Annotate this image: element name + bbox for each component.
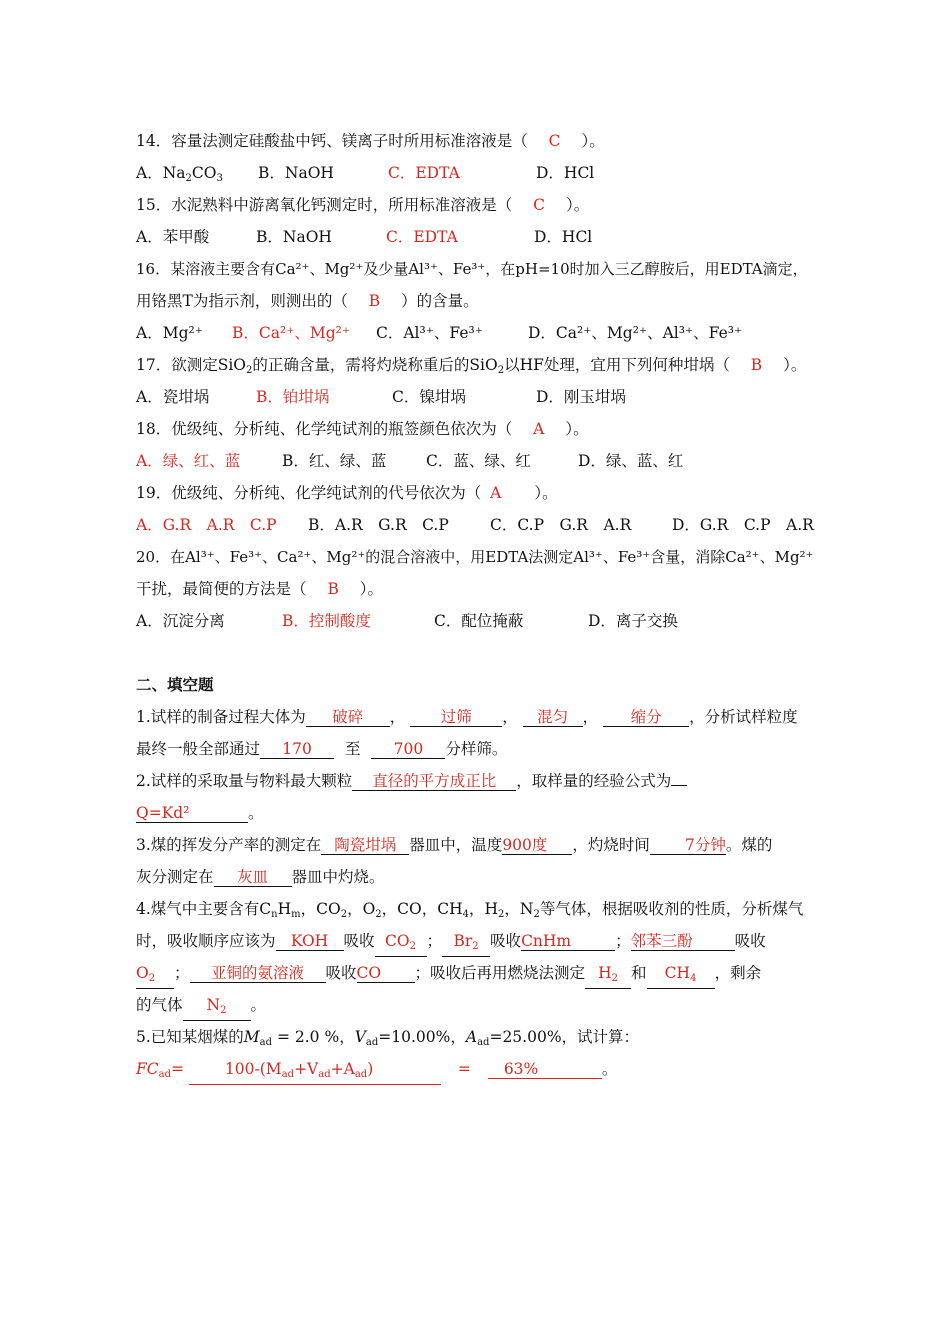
- fill-1-blank-2: 过筛: [440, 708, 472, 726]
- q16-opt-b: B．Ca²⁺、Mg²⁺: [232, 324, 351, 342]
- fill-1-blank-3: 混匀: [537, 708, 569, 726]
- q19-opt-d: D．G.R C.P A.R: [672, 516, 814, 534]
- q19-stem: 19．优级纯、分析纯、化学纯试剂的代号依次为（ A ）。: [136, 484, 558, 502]
- fill-5-line2: $FC_{ad}= 100-(M_{ad}+V_{ad}+A_{ad}) = 63\%$ 。: [136, 1058, 617, 1086]
- fill-4-blank-11: $N_2$: [206, 996, 227, 1016]
- fill-4-blank-10: $CH_4$: [664, 964, 697, 984]
- q17-stem: 17．欲测定SiO$_2$的正确含量，需将灼烧称重后的SiO$_2$以HF处理，宜用下列何种坩埚（ B ）。: [136, 356, 807, 376]
- q16-opt-d: D．Ca²⁺、Mg²⁺、Al³⁺、Fe³⁺: [528, 324, 743, 342]
- fill-2-blank-2: Q=Kd²: [136, 804, 190, 822]
- q18-opt-a: A．绿、红、蓝: [136, 452, 241, 470]
- fill-3-blank-1: 陶瓷坩埚: [334, 836, 397, 854]
- fill-1-blank-5: 170: [282, 740, 312, 758]
- q18-opt-b: B．红、绿、蓝: [282, 452, 387, 470]
- q16-answer: B: [368, 292, 381, 310]
- q14-opt-d: D．HCl: [536, 164, 595, 182]
- fill-4-blank-7: 亚铜的氨溶液: [211, 964, 305, 982]
- fill-4-blank-8: CO: [356, 964, 382, 982]
- q20-opt-d: D．离子交换: [588, 612, 678, 630]
- fill-4-line4: 的气体 $N_2$ 。: [136, 994, 266, 1021]
- q17-answer: B: [750, 356, 763, 374]
- q19-opt-c: C．C.P G.R A.R: [490, 516, 632, 534]
- fill-5-blank-1: $100-(M_{ad}+V_{ad}+A_{ad})$: [189, 1060, 441, 1085]
- q15-answer: C: [533, 196, 546, 214]
- fill-5-line1: 5.已知某烟煤的$M_{ad} = 2.0$ %，$V_{ad}=10.00\%$，$A_{ad}=25.00\%$，试计算：: [136, 1028, 640, 1048]
- q19-opt-a: A．G.R A.R C.P: [136, 516, 277, 534]
- section-2-title: 二、填空题: [136, 675, 214, 694]
- q20-stem-line2: 干扰，最简便的方法是（ B ）。: [136, 580, 384, 598]
- q18-answer: A: [533, 420, 545, 438]
- q20-opt-b: B．控制酸度: [282, 612, 371, 630]
- fill-4-blank-9: $H_2$: [598, 964, 618, 984]
- fill-3-line1: 3.煤的挥发分产率的测定在 陶瓷坩埚 器皿中，温度900度 ，灼烧时间 7分钟。煤的: [136, 836, 773, 854]
- fill-2-line1: 2.试样的采取量与物料最大颗粒 直径的平方成正比 ，取样量的经验公式为: [136, 770, 687, 792]
- q19-opt-b: B．A.R G.R C.P: [308, 516, 449, 534]
- q16-stem-line1: 16．某溶液主要含有Ca²⁺、Mg²⁺及少量Al³⁺、Fe³⁺，在pH=10时加入三乙醇胺后，用EDTA滴定，: [136, 260, 808, 278]
- q20-opt-a: A．沉淀分离: [136, 612, 225, 630]
- q17-opt-c: C．镍坩埚: [392, 388, 466, 406]
- q16-opt-a: A．Mg²⁺: [136, 324, 203, 342]
- fill-1-line1: 1.试样的制备过程大体为 破碎 ， 过筛 ， 混匀 ， 缩分 ，分析试样粒度: [136, 708, 798, 726]
- fill-1-line2: 最终一般全部通过 170 至 700 分样筛。: [136, 740, 508, 758]
- q18-stem: 18．优级纯、分析纯、化学纯试剂的瓶签颜色依次为（ A ）。: [136, 420, 589, 438]
- q14-opt-c: C．EDTA: [388, 164, 460, 182]
- fill-4-blank-5: 邻苯三酚: [630, 932, 693, 950]
- q15-opt-b: B．NaOH: [256, 228, 332, 246]
- q20-answer: B: [327, 580, 339, 598]
- fill-4-blank-3: $Br_2$: [453, 932, 479, 952]
- fill-1-blank-4: 缩分: [630, 708, 662, 726]
- q15-opt-c: C．EDTA: [386, 228, 458, 246]
- q18-opt-c: C．蓝、绿、红: [426, 452, 531, 470]
- fill-3-blank-4: 灰皿: [237, 868, 269, 886]
- fill-1-blank-6: 700: [393, 740, 424, 758]
- fill-4-blank-6: $O_2$: [136, 964, 156, 984]
- q16-opt-c: C．Al³⁺、Fe³⁺: [376, 324, 483, 342]
- q14-stem: 14．容量法测定硅酸盐中钙、镁离子时所用标准溶液是（ C ）。: [136, 132, 605, 150]
- fill-4-blank-4: CnHm: [521, 932, 572, 950]
- fill-3-blank-2: 900度: [502, 836, 548, 854]
- fill-3-line2: 灰分测定在 灰皿 器皿中灼烧。: [136, 868, 385, 886]
- fill-3-blank-3: 7分钟: [684, 836, 726, 854]
- q14-opt-a: A．$Na_2CO_3$: [136, 164, 223, 184]
- q17-opt-b: B．铂坩埚: [256, 388, 330, 406]
- fill-4-line1: 4.煤气中主要含有$C_nH_m$，$CO_2$，$O_2$，CO，$CH_4$，$H_2$，$N_2$等气体，根据吸收剂的性质，分析煤气: [136, 900, 804, 920]
- q15-opt-d: D．HCl: [534, 228, 593, 246]
- q17-opt-d: D．刚玉坩埚: [536, 388, 626, 406]
- fill-5-blank-2: 63%: [488, 1060, 602, 1079]
- fill-4-line3: $O_2$ ； 亚铜的氨溶液 吸收CO ；吸收后再用燃烧法测定 $H_2$ 和 $CH_4$ ，剩余: [136, 962, 761, 989]
- q18-opt-d: D．绿、蓝、红: [578, 452, 684, 470]
- q15-opt-a: A．苯甲酸: [136, 228, 210, 246]
- q20-opt-c: C．配位掩蔽: [434, 612, 524, 630]
- fill-4-blank-1: KOH: [290, 932, 329, 950]
- q14-opt-b: B．NaOH: [258, 164, 334, 182]
- q16-stem-line2: 用铬黑T为指示剂，则测出的（ B ）的含量。: [136, 292, 479, 310]
- q14-answer: C: [548, 132, 561, 150]
- fill-2-blank-1: 直径的平方成正比: [372, 772, 497, 790]
- fill-4-blank-2: $CO_2$: [385, 932, 416, 952]
- q19-answer: A: [490, 484, 502, 502]
- fill-2-line2: Q=Kd² 。: [136, 804, 264, 822]
- fill-4-line2: 时，吸收顺序应该为 KOH 吸收 $CO_2$ ； $Br_2$ 吸收CnHm ；邻苯三酚 吸收: [136, 930, 766, 957]
- q17-opt-a: A．瓷坩埚: [136, 388, 210, 406]
- fill-1-blank-1: 破碎: [332, 708, 364, 726]
- q15-stem: 15．水泥熟料中游离氧化钙测定时，所用标准溶液是（ C ）。: [136, 196, 590, 214]
- q20-stem-line1: 20．在Al³⁺、Fe³⁺、Ca²⁺、Mg²⁺的混合溶液中，用EDTA法测定Al³⁺、Fe³⁺含量，消除Ca²⁺、Mg²⁺: [136, 548, 814, 566]
